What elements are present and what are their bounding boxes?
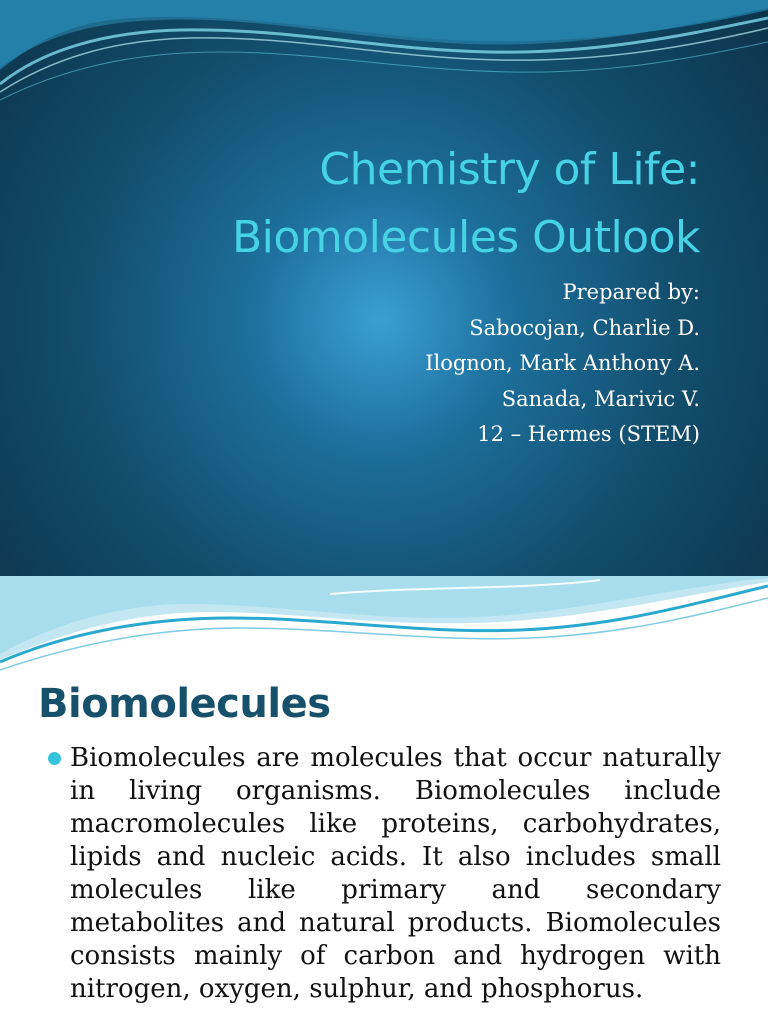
credits-author-3: Sanada, Marivic V.: [501, 386, 700, 411]
credits-prepared-by: Prepared by:: [562, 280, 700, 304]
credits-block: [100, 275, 700, 453]
slide-title: [60, 136, 700, 272]
slide-heading: Biomolecules: [38, 681, 331, 727]
wave-decoration: [0, 0, 768, 120]
bullet-paragraph: Biomolecules are molecules that occur naturally in living organisms. Biomolecules include macromolecules like proteins, carbohydrates, lipids and nucleic acids. It also includes small molecules like primary and secondary metabolites and natural products. Biomolecules consists mainly of carbon and hydrogen with nitrogen, oxygen, sulphur, and phosphorus.: [70, 743, 721, 1004]
credits-author-2: Ilognon, Mark Anthony A.: [425, 351, 700, 375]
credits-section: 12 – Hermes (STEM): [477, 422, 700, 446]
title-line-2: Biomolecules Outlook: [231, 212, 700, 263]
title-line-1: Chemistry of Life:: [319, 144, 700, 195]
credits-author-1: Sabocojan, Charlie D.: [469, 315, 700, 340]
wave-decoration: [0, 576, 768, 676]
content-slide: [0, 576, 768, 1024]
bullet-dot-icon: [48, 752, 61, 765]
